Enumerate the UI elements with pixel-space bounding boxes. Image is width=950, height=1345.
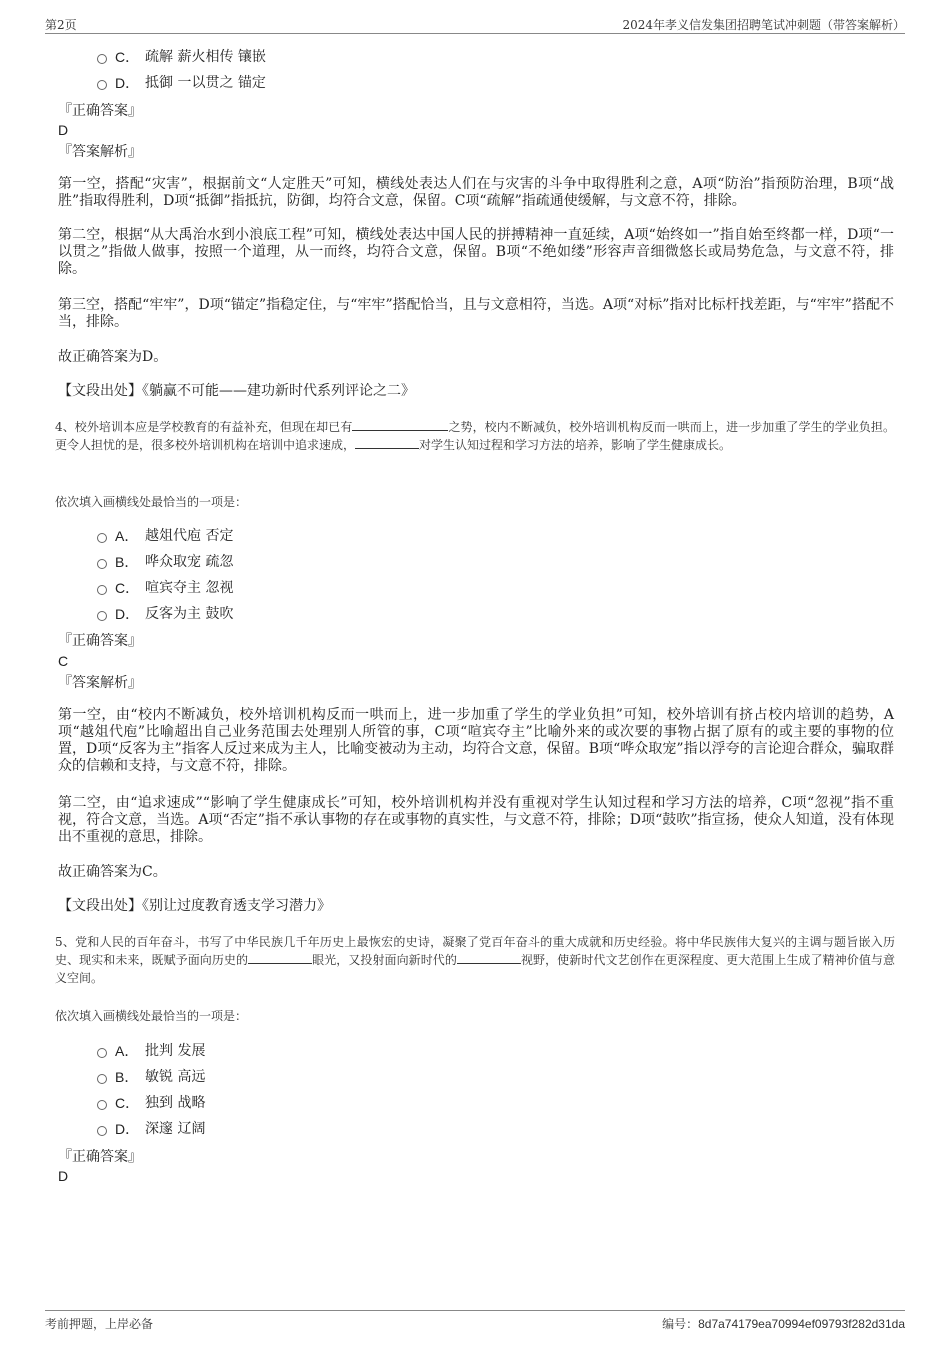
correct-answer: D bbox=[58, 1168, 69, 1184]
radio-icon[interactable] bbox=[97, 1074, 107, 1084]
option-text: 喧宾夺主 忽视 bbox=[145, 580, 234, 596]
correct-answer: D bbox=[58, 122, 69, 138]
fill-blank bbox=[248, 952, 312, 964]
radio-icon[interactable] bbox=[97, 585, 107, 595]
question-text: 5、党和人民的百年奋斗，书写了中华民族几千年历史上最恢宏的史诗，凝聚了党百年奋斗的重大成就和历史经验。将中华民族伟大复兴的主调与题旨嵌入历史、现实和未来，既赋予面向历史的 bbox=[55, 935, 895, 967]
radio-icon[interactable] bbox=[97, 54, 107, 64]
analysis-conclusion: 故正确答案为C。 bbox=[58, 864, 167, 880]
option-letter: A． bbox=[115, 1043, 139, 1059]
question-5-text bbox=[55, 933, 895, 987]
radio-icon[interactable] bbox=[97, 1048, 107, 1058]
option-d[interactable] bbox=[97, 1120, 205, 1138]
option-b[interactable] bbox=[97, 1068, 205, 1086]
option-a[interactable] bbox=[97, 527, 233, 545]
option-letter: D． bbox=[115, 1121, 140, 1137]
question-text: 眼光，又投射面向新时代的 bbox=[312, 953, 457, 967]
analysis-paragraph: 第一空，由“校内不断减负，校外培训机构反而一哄而上，进一步加重了学生的学业负担”可知，校外培训有挤占校内培训的趋势，A项“越俎代庖”比喻超出自己业务范围去处理别人所管的事，C项“喧宾夺主”比喻外来的或次要的事物占据了原有的或主要的事物的位置，D项“反客为主”指客人反过来成为主人，比喻变被动为主动，均符合文意，保留。B项“哗众取宠”指以浮夸的言论迎合群众，骗取群众的信赖和支持，与文意不符，排除。 bbox=[58, 707, 894, 774]
option-letter: B． bbox=[115, 554, 139, 570]
question-text: 之势，校内不断减负，校外培训机构反而一哄而上，进一步加重了学生的学业负担。更令人担忧的是，很多校外培训机构在培训中追求速成， bbox=[55, 420, 895, 452]
option-text: 反客为主 鼓吹 bbox=[145, 606, 234, 622]
fill-blank bbox=[355, 437, 419, 449]
option-b[interactable] bbox=[97, 553, 233, 571]
question-prompt: 依次填入画横线处最恰当的一项是： bbox=[55, 1009, 248, 1023]
analysis-paragraph: 第二空，根据“从大禹治水到小浪底工程”可知，横线处表达中国人民的拼搏精神一直延续，A项“始终如一”指自始至终都一样，D项“一以贯之”指做人做事，按照一个道理，从一而终，均符合文意，保留。B项“不绝如缕”形容声音细微悠长或局势危急，与文意不符，排除。 bbox=[58, 227, 894, 277]
document-title: 2024年孝义信发集团招聘笔试冲刺题（带答案解析） bbox=[622, 18, 905, 32]
radio-icon[interactable] bbox=[97, 1100, 107, 1110]
option-letter: C． bbox=[115, 580, 140, 596]
option-text: 越俎代庖 否定 bbox=[145, 528, 234, 544]
option-text: 批判 发展 bbox=[145, 1043, 206, 1059]
question-text: 对学生认知过程和学习方法的培养，影响了学生健康成长。 bbox=[419, 438, 732, 452]
question-text: 视野，使新时代文艺创作在更深程度、更大范围上生成了精神价值与意义空间。 bbox=[55, 953, 895, 985]
analysis-conclusion: 故正确答案为D。 bbox=[58, 349, 168, 365]
code-value: 8d7a74179ea70994ef09793f282d31da bbox=[698, 1317, 905, 1331]
radio-icon[interactable] bbox=[97, 80, 107, 90]
source-citation: 【文段出处】《别让过度教育透支学习潜力》 bbox=[58, 898, 331, 914]
answer-label: 『正确答案』 bbox=[58, 1149, 142, 1165]
fill-blank bbox=[457, 952, 521, 964]
page-number: 第2页 bbox=[45, 18, 77, 32]
option-letter: D． bbox=[115, 75, 140, 91]
option-text: 独到 战略 bbox=[145, 1095, 206, 1111]
answer-label: 『正确答案』 bbox=[58, 103, 142, 119]
footer-slogan: 考前押题，上岸必备 bbox=[45, 1317, 154, 1331]
option-c[interactable] bbox=[97, 48, 266, 66]
option-text: 敏锐 高远 bbox=[145, 1069, 206, 1085]
option-letter: A． bbox=[115, 528, 139, 544]
page-footer bbox=[45, 1310, 905, 1332]
question-text: 4、校外培训本应是学校教育的有益补充，但现在却已有 bbox=[55, 420, 353, 434]
option-c[interactable] bbox=[97, 1094, 205, 1112]
option-text: 疏解 薪火相传 镶嵌 bbox=[145, 49, 266, 65]
question-prompt: 依次填入画横线处最恰当的一项是： bbox=[55, 495, 248, 509]
radio-icon[interactable] bbox=[97, 533, 107, 543]
option-letter: C． bbox=[115, 1095, 140, 1111]
option-d[interactable] bbox=[97, 605, 233, 623]
answer-label: 『正确答案』 bbox=[58, 633, 142, 649]
radio-icon[interactable] bbox=[97, 611, 107, 621]
fill-blank bbox=[352, 419, 448, 431]
analysis-label: 『答案解析』 bbox=[58, 144, 142, 160]
option-text: 哗众取宠 疏忽 bbox=[145, 554, 234, 570]
question-4-text bbox=[55, 418, 895, 454]
analysis-label: 『答案解析』 bbox=[58, 675, 142, 691]
analysis-paragraph: 第一空，搭配“灾害”，根据前文“人定胜天”可知，横线处表达人们在与灾害的斗争中取得胜利之意，A项“防治”指预防治理，B项“战胜”指取得胜利，D项“抵御”指抵抗，防御，均符合文意，保留。C项“疏解”指疏通使缓解，与文意不符，排除。 bbox=[58, 176, 894, 209]
option-letter: B． bbox=[115, 1069, 139, 1085]
option-letter: C． bbox=[115, 49, 140, 65]
option-text: 抵御 一以贯之 锚定 bbox=[145, 75, 266, 91]
option-letter: D． bbox=[115, 606, 140, 622]
document-code bbox=[662, 1315, 905, 1332]
source-citation: 【文段出处】《躺赢不可能——建功新时代系列评论之二》 bbox=[58, 383, 415, 399]
page-header bbox=[45, 16, 905, 34]
correct-answer: C bbox=[58, 653, 69, 669]
option-d[interactable] bbox=[97, 74, 266, 92]
option-c[interactable] bbox=[97, 579, 233, 597]
code-label: 编号： bbox=[662, 1317, 699, 1331]
radio-icon[interactable] bbox=[97, 559, 107, 569]
option-a[interactable] bbox=[97, 1042, 205, 1060]
analysis-paragraph: 第三空，搭配“牢牢”，D项“锚定”指稳定住，与“牢牢”搭配恰当，且与文意相符，当选。A项“对标”指对比标杆找差距，与“牢牢”搭配不当，排除。 bbox=[58, 297, 894, 330]
analysis-paragraph: 第二空，由“追求速成”“影响了学生健康成长”可知，校外培训机构并没有重视对学生认知过程和学习方法的培养，C项“忽视”指不重视，符合文意，当选。A项“否定”指不承认事物的存在或事物的真实性，与文意不符，排除；D项“鼓吹”指宣扬，使众人知道，没有体现出不重视的意思，排除。 bbox=[58, 795, 894, 845]
option-text: 深邃 辽阔 bbox=[145, 1121, 206, 1137]
radio-icon[interactable] bbox=[97, 1126, 107, 1136]
